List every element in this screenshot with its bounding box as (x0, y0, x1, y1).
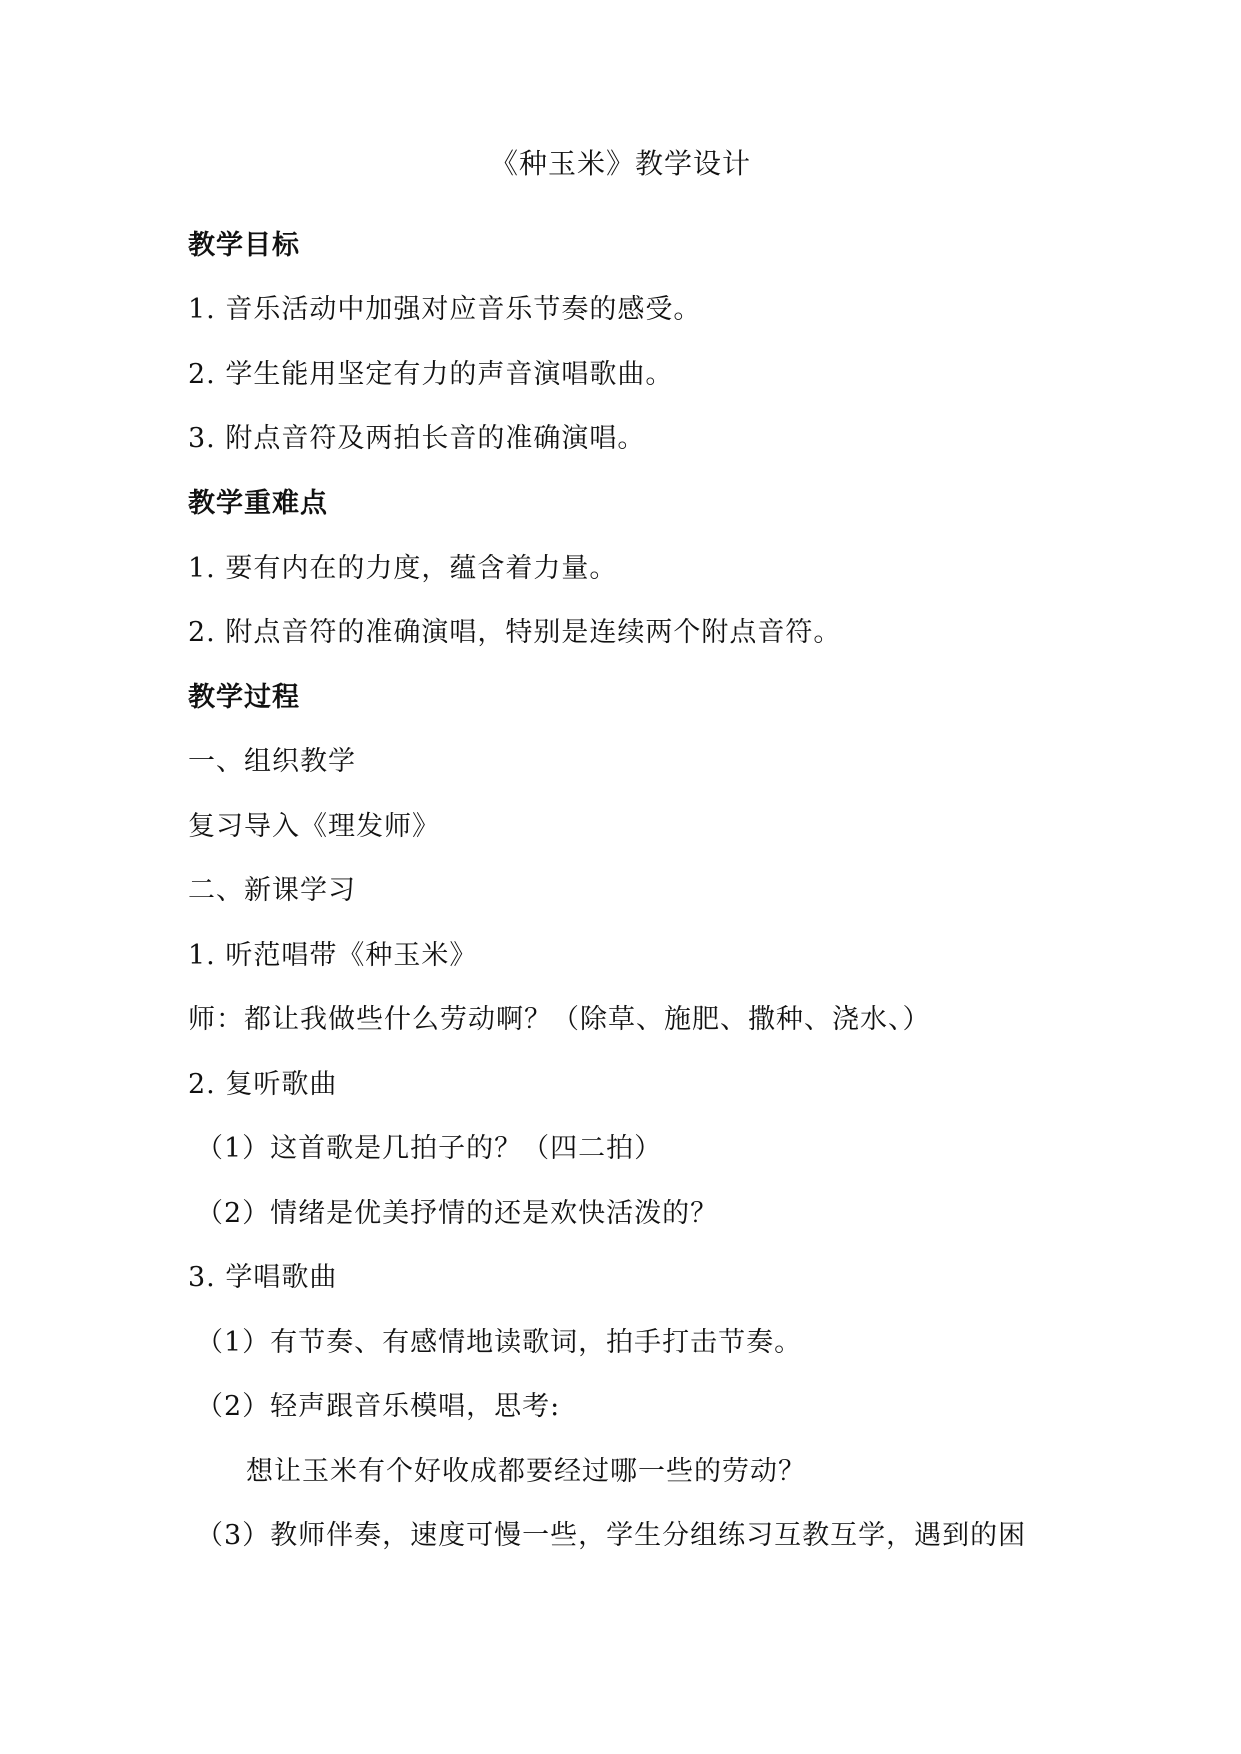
process-line: 1. 听范唱带《种玉米》 (188, 940, 478, 971)
goal-item-3: 3. 附点音符及两拍长音的准确演唱。 (188, 423, 646, 454)
process-line: 一、组织教学 (188, 746, 356, 777)
process-line: 二、新课学习 (188, 875, 356, 906)
process-line: （3）教师伴奏，速度可慢一些，学生分组练习互教互学，遇到的困 (196, 1520, 1027, 1551)
section-heading-goals: 教学目标 (188, 230, 300, 261)
document-title: 《种玉米》教学设计 (489, 147, 751, 180)
key-point-item-1: 1. 要有内在的力度，蕴含着力量。 (188, 553, 618, 584)
section-heading-key-points: 教学重难点 (188, 488, 328, 519)
section-heading-process: 教学过程 (188, 682, 300, 713)
process-line: 想让玉米有个好收成都要经过哪一些的劳动？ (246, 1456, 806, 1487)
process-line: 3. 学唱歌曲 (188, 1262, 338, 1293)
process-line: 复习导入《理发师》 (188, 811, 440, 842)
key-point-item-2: 2. 附点音符的准确演唱，特别是连续两个附点音符。 (188, 617, 842, 648)
process-line: 师：都让我做些什么劳动啊？（除草、施肥、撒种、浇水、） (188, 1004, 931, 1035)
process-line: （2）情绪是优美抒情的还是欢快活泼的？ (196, 1198, 719, 1229)
process-line: 2. 复听歌曲 (188, 1069, 338, 1100)
process-line: （1）有节奏、有感情地读歌词，拍手打击节奏。 (196, 1327, 803, 1358)
goal-item-2: 2. 学生能用坚定有力的声音演唱歌曲。 (188, 359, 674, 390)
process-line: （1）这首歌是几拍子的？（四二拍） (196, 1133, 663, 1164)
process-line: （2）轻声跟音乐模唱，思考: (196, 1391, 561, 1422)
goal-item-1: 1. 音乐活动中加强对应音乐节奏的感受。 (188, 294, 702, 325)
